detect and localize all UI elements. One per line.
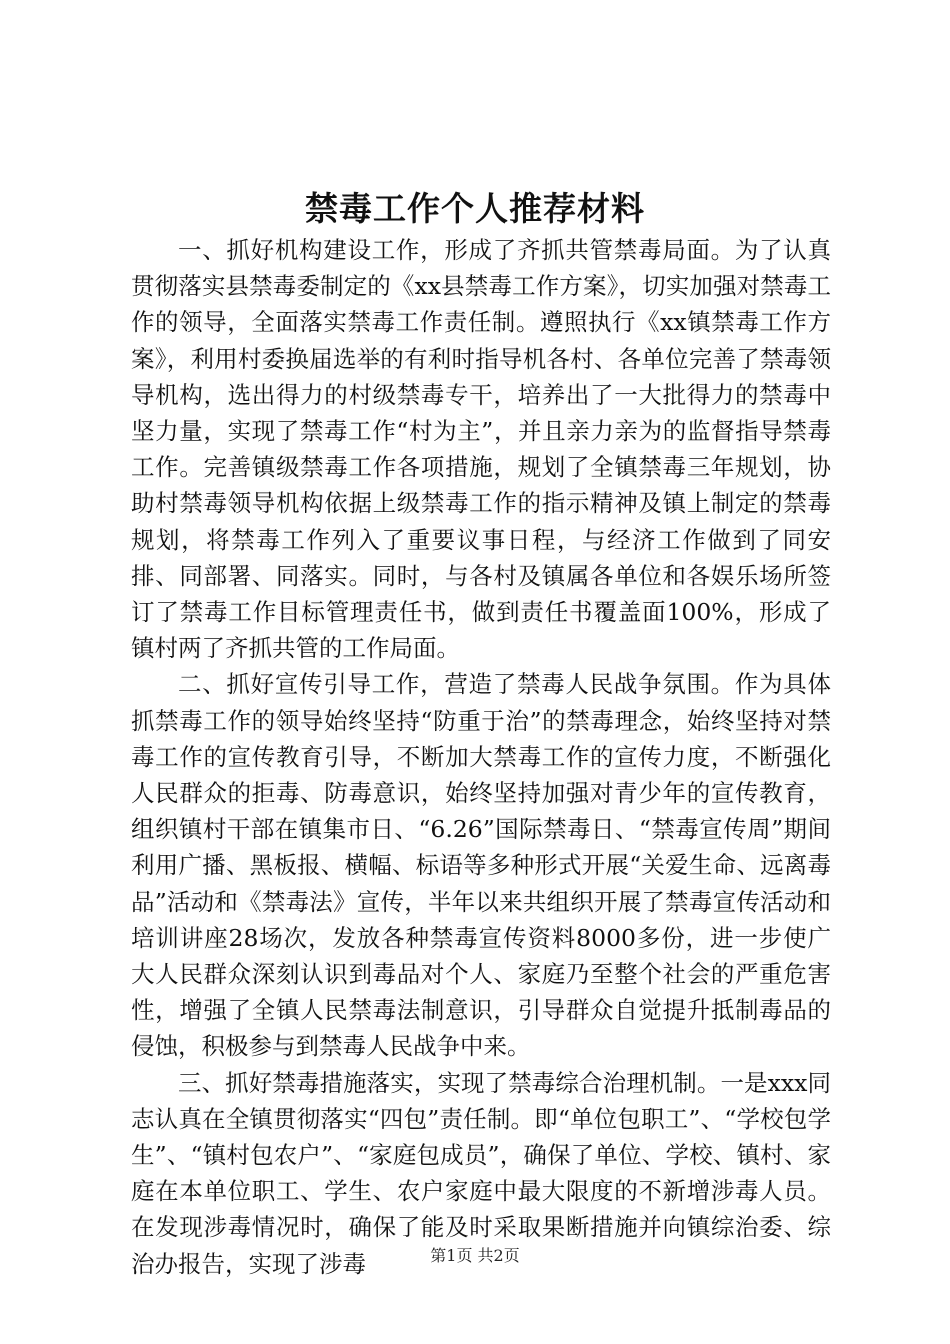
page-number-footer: 第1页 共2页 (430, 1246, 520, 1265)
paragraph-1: 一、抓好机构建设工作，形成了齐抓共管禁毒局面。为了认真贯彻落实县禁毒委制定的《xx县禁毒工作方案》，切实加强对禁毒工作的领导，全面落实禁毒工作责任制。遵照执行《xx镇禁毒工作方案》，利用村委换届选举的有利时指导机各村、各单位完善了禁毒领导机构，选出得力的村级禁毒专干，培养出了一大批得力的禁毒中坚力量，实现了禁毒工作“村为主”，并且亲力亲为的监督指导禁毒工作。完善镇级禁毒工作各项措施，规划了全镇禁毒三年规划，协助村禁毒领导机构依据上级禁毒工作的指示精神及镇上制定的禁毒规划，将禁毒工作列入了重要议事日程，与经济工作做到了同安排、同部署、同落实。同时，与各村及镇属各单位和各娱乐场所签订了禁毒工作目标管理责任书，做到责任书覆盖面100%，形成了镇村两了齐抓共管的工作局面。 (131, 236, 831, 663)
document-body (131, 232, 831, 1282)
paragraph-2: 二、抓好宣传引导工作，营造了禁毒人民战争氛围。作为具体抓禁毒工作的领导始终坚持“防重于治”的禁毒理念，始终坚持对禁毒工作的宣传教育引导，不断加大禁毒工作的宣传力度，不断强化人民群众的拒毒、防毒意识，始终坚持加强对青少年的宣传教育，组织镇村干部在镇集市日、“6.26”国际禁毒日、“禁毒宣传周”期间利用广播、黑板报、横幅、标语等多种形式开展“关爱生命、远离毒品”活动和《禁毒法》宣传，半年以来共组织开展了禁毒宣传活动和培训讲座28场次，发放各种禁毒宣传资料8000多份，进一步使广大人民群众深刻认识到毒品对个人、家庭乃至整个社会的严重危害性，增强了全镇人民禁毒法制意识，引导群众自觉提升抵制毒品的侵蚀，积极参与到禁毒人民战争中来。 (131, 670, 831, 1061)
paragraph-3: 三、抓好禁毒措施落实，实现了禁毒综合治理机制。一是xxx同志认真在全镇贯彻落实“四包”责任制。即“单位包职工”、“学校包学生”、“镇村包农户”、“家庭包成员”，确保了单位、学校、镇村、家庭在本单位职工、学生、农户家庭中最大限度的不新增涉毒人员。在发现涉毒情况时，确保了能及时采取果断措施并向镇综治委、综治办报告，实现了涉毒 (131, 1068, 831, 1278)
document-title: 禁毒工作个人推荐材料 (305, 189, 645, 228)
